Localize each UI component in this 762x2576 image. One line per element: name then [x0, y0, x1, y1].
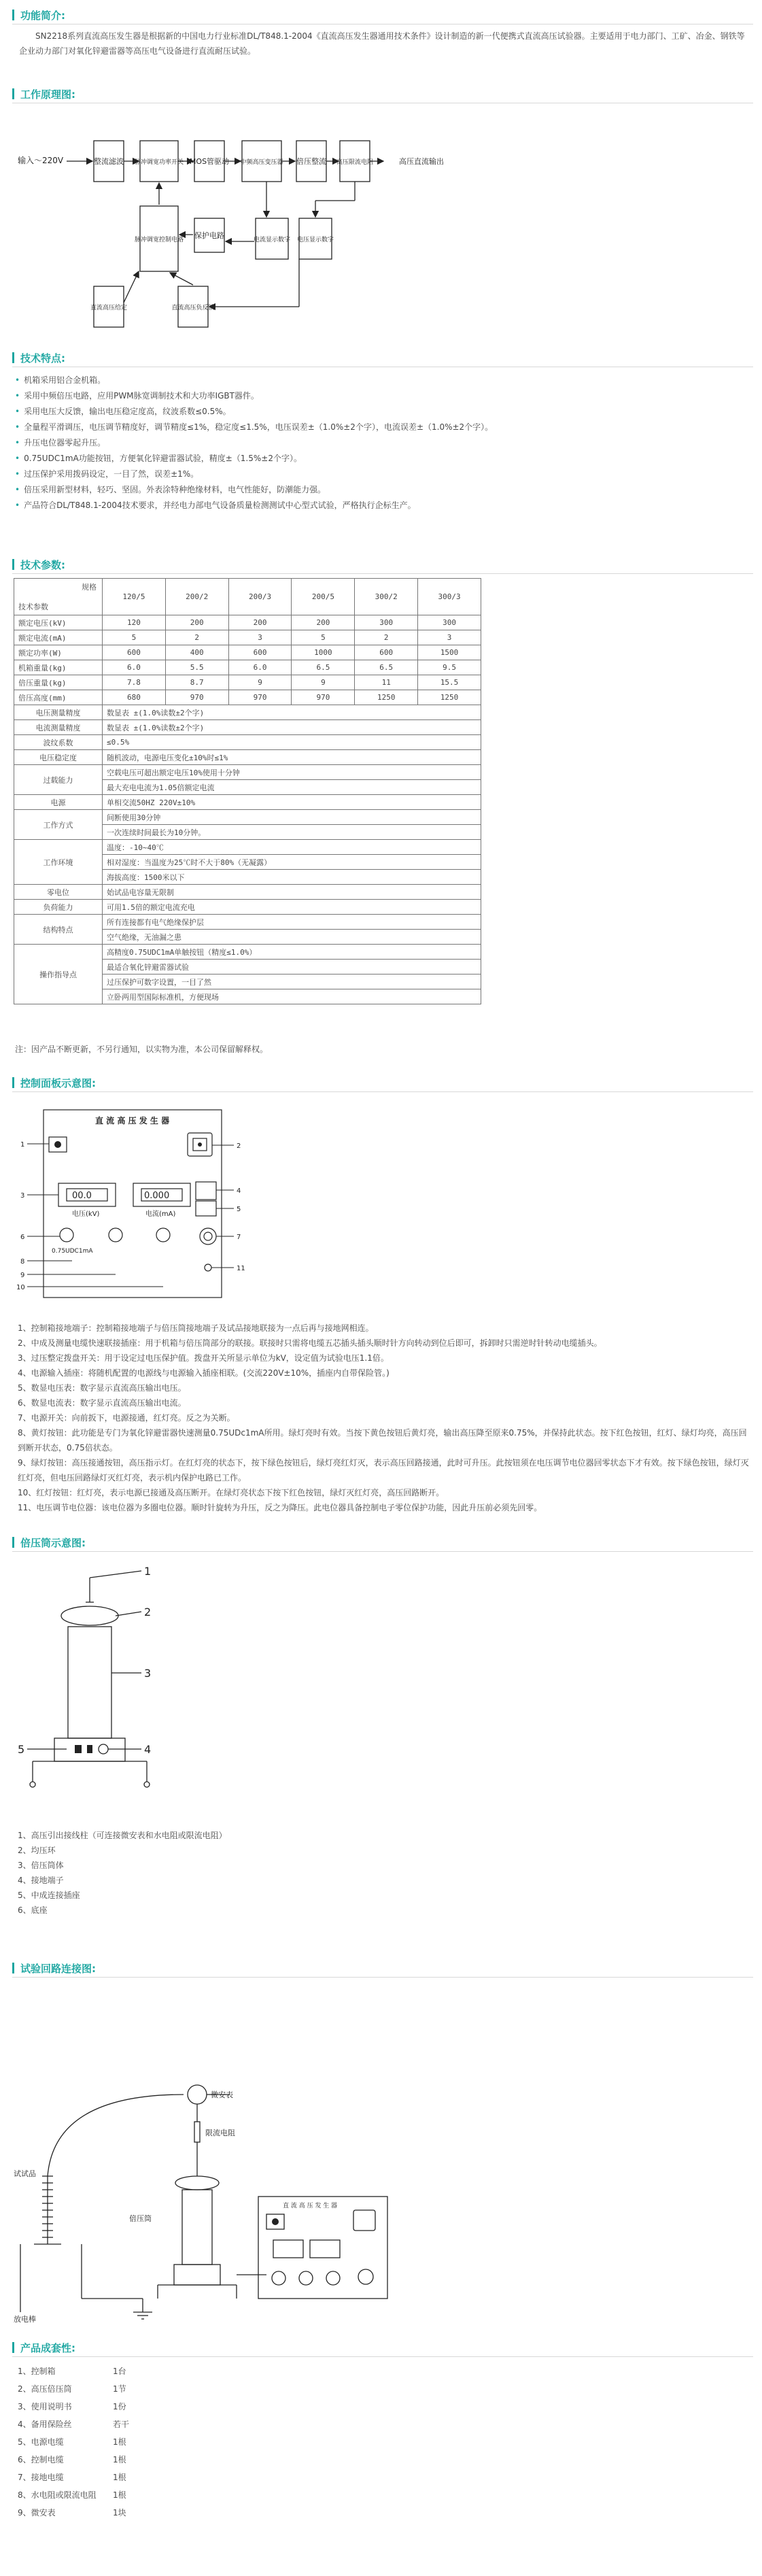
panel-callout: 1	[20, 1141, 25, 1149]
doubler-callout: 1	[144, 1565, 152, 1578]
wiring-title: 试验回路连接图:	[20, 1963, 96, 1975]
components-title: 产品成套性:	[20, 2342, 75, 2354]
doubler-diagram	[14, 1564, 163, 1809]
doubler-title: 倍压筒示意图:	[20, 1537, 86, 1549]
feature-item: • 升压电位器零起升压。	[15, 435, 749, 451]
features-title: 技术特点:	[20, 352, 65, 365]
params-table	[14, 578, 481, 1004]
panel-callout: 6	[20, 1234, 25, 1241]
intro-heading	[12, 5, 753, 24]
principle-block-current-display: 电流显示数字	[253, 237, 291, 243]
principle-block-pulse-control: 脉冲调宽控制电路	[134, 237, 184, 243]
panel-callout: 7	[237, 1234, 241, 1241]
panel-items	[18, 1321, 752, 1515]
panel-button-label: 0.75UDC1mA	[52, 1248, 93, 1255]
intro-text: SN2218系列直流高压发生器是根据新的中国电力行业标准DL/T848.1-2004《直流高压发生器通用技术条件》设计制造的新一代便携式直流高压试验器。主要适用于电力部门、工矿、冶金、钢铁等企业动力部门对氧化锌避雷器等高压电气设备进行直流耐压试验。	[19, 31, 745, 56]
wiring-doubler-label: 倍压筒	[129, 2214, 152, 2223]
panel-current-label: 电流(mA)	[145, 1210, 176, 1218]
panel-current-display: 0.000	[144, 1191, 170, 1201]
panel-callout: 10	[16, 1284, 25, 1291]
list-item: 7、接地电缆 1根	[18, 2473, 126, 2482]
principle-block-hv-output: 高压直流输出	[399, 157, 444, 166]
list-item: 6、底座	[18, 1905, 48, 1915]
table-row: 电压测量精度 数显表 ±(1.0%读数±2个字)	[14, 705, 481, 720]
params-header-row	[14, 579, 481, 615]
principle-title: 工作原理图:	[20, 88, 75, 101]
table-row: 工作环境 温度：-10~40℃	[14, 840, 481, 855]
table-row: 立卧两用型国际标准机，方便现场	[14, 989, 481, 1004]
components-list	[18, 2362, 290, 2522]
wiring-ground-rod-label: 放电棒	[14, 2315, 36, 2324]
list-item: 11、电压调节电位器：该电位器为多圈电位器。顺时针旋转为升压，反之为降压。此电位器具备控制电子零位保护功能，因此升压前必须先回零。	[18, 1503, 542, 1512]
principle-input-label: 输入～220V	[18, 156, 64, 165]
principle-block-voltage-display: 电压显示数字	[296, 237, 334, 243]
principle-heading	[12, 84, 753, 103]
list-item: 6、控制电缆 1根	[18, 2455, 126, 2464]
model-header: 120/5	[103, 579, 166, 615]
principle-block-dc-feedback: 直流高压负反馈	[171, 305, 215, 311]
model-header: 200/2	[165, 579, 228, 615]
feature-item: • 倍压采用新型材料，轻巧、坚固。外表涂特种绝缘材料，电气性能好，防潮能力强。	[15, 482, 749, 498]
list-item: 2、均压环	[18, 1846, 56, 1855]
table-row: 最大充电电流为1.05倍额定电流	[14, 780, 481, 795]
doubler-callout: 4	[144, 1743, 152, 1756]
doubler-callout: 3	[144, 1667, 152, 1680]
features-list	[15, 373, 749, 513]
model-header: 300/3	[418, 579, 481, 615]
table-row: 零电位 始试品电容量无限制	[14, 885, 481, 900]
params-corner: 规格 技术参数	[14, 579, 103, 615]
panel-callout: 5	[237, 1206, 241, 1213]
table-row: 额定功率(W) 600 400 600 1000 600 1500	[14, 645, 481, 660]
panel-callout: 11	[237, 1265, 245, 1272]
doubler-items	[18, 1828, 752, 1918]
panel-callout: 2	[237, 1142, 241, 1150]
table-row: 电压稳定度 随机波动，电源电压变化±10%时≤1%	[14, 750, 481, 765]
control-panel-diagram	[14, 1103, 258, 1307]
list-item: 1、高压引出接线柱（可连接微安表和水电阻或限流电阻）	[18, 1831, 227, 1840]
doubler-callout: 5	[18, 1743, 25, 1756]
table-row: 机箱重量(kg) 6.0 5.5 6.0 6.5 6.5 9.5	[14, 660, 481, 675]
table-row: 空气绝缘，无油漏之患	[14, 930, 481, 945]
table-row: 电流测量精度 数显表 ±(1.0%读数±2个字)	[14, 720, 481, 735]
principle-block-pulse-power: 脉冲调宽功率开关	[134, 159, 184, 166]
list-item: 4、电源输入插座：将随机配置的电源线与电源输入插座相联。(交流220V±10%，插座内自带保险管。)	[18, 1368, 389, 1378]
principle-diagram	[14, 133, 462, 337]
feature-item: • 0.75UDC1mA功能按钮，方便氧化锌避雷器试验，精度±（1.5%±2个字）。	[15, 451, 749, 467]
table-row: 倍压高度(mm) 680 970 970 970 1250 1250	[14, 690, 481, 705]
table-row: 过压保护可数字设置，一目了然	[14, 975, 481, 989]
panel-callout: 9	[20, 1272, 25, 1279]
list-item: 9、绿灯按钮：高压接通按钮，高压指示灯。在红灯亮的状态下，按下绿色按钮后，绿灯亮红灯灭，表示高压回路接通，此时可升压。此按钮须在电压调节电位器回零状态下才有效。按下绿色按钮，绿灯灭红灯亮，但电压回路绿灯灭红灯亮，表示机内保护电路已工作。	[18, 1458, 749, 1482]
list-item: 6、数显电流表：数字显示直流高压输出电流。	[18, 1398, 186, 1408]
list-item: 4、备用保险丝 若干	[18, 2420, 130, 2429]
wiring-limit-resistor-label: 限流电阻	[205, 2129, 235, 2137]
list-item: 8、水电阻或限流电阻 1根	[18, 2490, 126, 2500]
params-note: 注：因产品不断更新，不另行通知，以实物为准，本公司保留解释权。	[15, 1045, 269, 1054]
panel-voltage-display: 00.0	[72, 1191, 92, 1201]
list-item: 10、红灯按钮：红灯亮，表示电源已接通及高压断开。在绿灯亮状态下按下红色按钮，绿灯灭红灯亮，高压回路断开。	[18, 1488, 445, 1497]
principle-block-hv-sample: 高压限流电阻	[336, 159, 374, 166]
params-heading	[12, 555, 753, 574]
list-item: 3、使用说明书 1份	[18, 2402, 126, 2411]
list-item: 1、控制箱接地端子：控制箱接地端子与倍压筒接地端子及试品接地联接为一点后再与接地网相连。	[18, 1323, 374, 1333]
panel-voltage-label: 电压(kV)	[72, 1210, 100, 1218]
list-item: 1、控制箱 1台	[18, 2367, 126, 2376]
panel-diagram-title: 直 流 高 压 发 生 器	[95, 1116, 170, 1125]
feature-item: • 机箱采用铝合金机箱。	[15, 373, 749, 388]
panel-callout: 3	[20, 1192, 25, 1200]
table-row: 电源 单相交流50HZ 220V±10%	[14, 795, 481, 810]
wiring-diagram	[14, 2074, 408, 2326]
components-heading	[12, 2338, 753, 2357]
table-row: 最适合氧化锌避雷器试验	[14, 960, 481, 975]
wiring-heading	[12, 1959, 753, 1978]
model-header: 300/2	[355, 579, 418, 615]
principle-block-filter: 整流滤波	[94, 157, 124, 166]
model-header: 200/3	[228, 579, 292, 615]
params-title: 技术参数:	[20, 559, 65, 571]
list-item: 9、微安表 1块	[18, 2508, 126, 2518]
table-row: 负荷能力 可用1.5倍的额定电流充电	[14, 900, 481, 915]
list-item: 3、倍压筒体	[18, 1861, 64, 1870]
principle-block-protect: 保护电路	[194, 231, 224, 240]
panel-callout: 4	[237, 1187, 241, 1195]
list-item: 5、电源电缆 1根	[18, 2437, 126, 2447]
panel-heading	[12, 1073, 753, 1092]
principle-block-doubler: 倍压整流	[296, 157, 326, 166]
table-row: 一次连续时间最长为10分钟。	[14, 825, 481, 840]
table-row: 额定电流(mA) 5 2 3 5 2 3	[14, 630, 481, 645]
list-item: 5、数显电压表：数字显示直流高压输出电压。	[18, 1383, 186, 1393]
doubler-callout: 2	[144, 1606, 152, 1619]
table-row: 倍压重量(kg) 7.8 8.7 9 9 11 15.5	[14, 675, 481, 690]
table-row: 海拔高度：1500米以下	[14, 870, 481, 885]
feature-item: • 过压保护采用拨码设定，一目了然，误差±1%。	[15, 467, 749, 482]
table-row: 相对湿度：当温度为25℃时不大于80%（无凝露）	[14, 855, 481, 870]
list-item: 2、中成及测量电缆快速联接插座：用于机箱与倍压筒部分的联接。联接时只需将电缆五芯插头插头顺时针方向转动到位后即可，拆卸时只需逆时针转动电缆插头。	[18, 1338, 602, 1348]
list-item: 3、过压整定拨盘开关：用于设定过电压保护值。拨盘开关所显示单位为kV，设定值为试验电压1.1倍。	[18, 1353, 389, 1363]
wiring-panel-title: 直 流 高 压 发 生 器	[283, 2203, 338, 2209]
list-item: 5、中成连接插座	[18, 1891, 80, 1900]
feature-item: • 采用电压大反馈，输出电压稳定度高，纹波系数≤0.5%。	[15, 404, 749, 420]
table-row: 波纹系数 ≤0.5%	[14, 735, 481, 750]
list-item: 4、接地端子	[18, 1876, 64, 1885]
list-item: 2、高压倍压筒 1节	[18, 2384, 126, 2394]
list-item: 8、黄灯按钮：此功能是专门为氧化锌避雷器快速测量0.75UDc1mA所用。绿灯亮时有效。当按下黄色按钮后黄灯亮，输出高压降至原来0.75%，并保持此状态。按下红色按钮，红灯、绿灯均亮，高压回到断开状态，0.75倍状态。	[18, 1428, 747, 1453]
table-row: 结构特点 所有连接都有电气绝缘保护层	[14, 915, 481, 930]
wiring-test-item-label: 试试品	[14, 2169, 36, 2178]
panel-callout: 8	[20, 1258, 25, 1266]
principle-block-dc-setting: 直流高压给定	[90, 305, 128, 311]
feature-item: • 采用中频倍压电路，应用PWM脉宽调制技术和大功率IGBT器件。	[15, 388, 749, 404]
wiring-microammeter-label: 微安表	[211, 2090, 233, 2099]
table-row: 工作方式 间断使用30分钟	[14, 810, 481, 825]
model-header: 200/5	[292, 579, 355, 615]
intro-title: 功能简介:	[20, 10, 65, 22]
table-row: 过载能力 空载电压可超出额定电压10%使用十分钟	[14, 765, 481, 780]
table-row: 操作指导点 高精度0.75UDC1mA单触按钮（精度≤1.0%）	[14, 945, 481, 960]
principle-block-mos: MOS管驱动	[189, 157, 230, 166]
panel-title: 控制面板示意图:	[20, 1077, 96, 1089]
list-item: 7、电源开关：向前扳下，电源接通，红灯亮。反之为关断。	[18, 1413, 235, 1423]
principle-block-mid-freq: 中频高压变压器	[240, 159, 283, 166]
feature-item: • 全量程平滑调压，电压调节精度好，调节精度≤1%，稳定度≤1.5%，电压误差±（1.0%±2个字），电流误差±（1.0%±2个字）。	[15, 420, 749, 435]
feature-item: • 产品符合DL/T848.1-2004技术要求，并经电力部电气设备质量检测测试中心型式试验，严格执行企标生产。	[15, 498, 749, 513]
doubler-heading	[12, 1533, 753, 1552]
features-heading	[12, 348, 753, 367]
table-row: 额定电压(kV) 120 200 200 200 300 300	[14, 615, 481, 630]
